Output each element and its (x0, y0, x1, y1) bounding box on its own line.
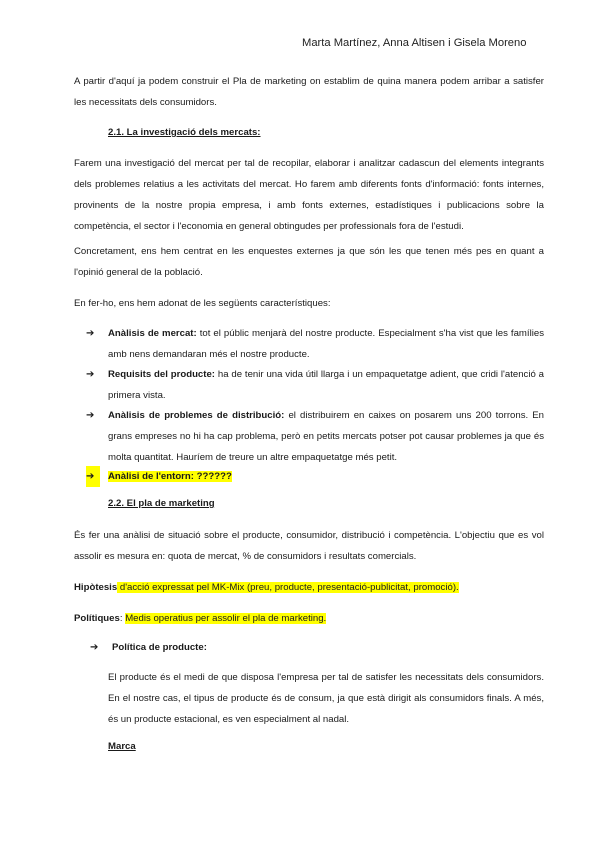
survey-paragraph: Concretament, ens hem centrat en les enquestes externes ja que són les que tenen més pes en quant a l'opinió general de la població. (74, 246, 544, 278)
arrow-right-icon: ➔ (86, 466, 100, 487)
bullet-market-analysis (86, 323, 544, 365)
arrow-right-icon: ➔ (86, 328, 95, 339)
policies-line (74, 608, 544, 629)
bullet-distribution-problems (86, 405, 544, 468)
bullet-product-policy (90, 637, 548, 658)
bullet-text: ?????? (193, 471, 232, 482)
hypothesis-label: Hipòtesis (74, 582, 118, 593)
section-heading-marketing-plan: 2.2. El pla de marketing (108, 498, 215, 509)
bullet-label: Política de producte: (112, 642, 207, 653)
brand-heading: Marca (108, 741, 136, 752)
bullet-text: ha de tenir una vida útil llarga i un empaquetatge adient, que cridi l'atenció a primera vista. (108, 369, 544, 401)
bullet-product-requirements (86, 364, 544, 406)
policies-label: Polítiques (74, 613, 120, 624)
bullet-environment-analysis (86, 466, 544, 487)
policies-text: Medis operatius per assolir el pla de marketing. (125, 613, 327, 624)
bullet-label: Anàlisis de mercat: (108, 328, 197, 339)
bullet-label: Requisits del producte: (108, 369, 215, 380)
marketing-plan-paragraph: És fer una anàlisi de situació sobre el producte, consumidor, distribució i competència. L'objectiu que es vol assolir es mesura en: quota de mercat, % de consumidors i resultats comercials. (74, 530, 544, 562)
bullet-text: tot el públic menjarà del nostre producte. Especialment s'ha vist que les famílies amb nens demandaran més el nostre producte. (108, 328, 544, 360)
arrow-right-icon: ➔ (86, 410, 95, 421)
page-header-authors: Marta Martínez, Anna Altisen i Gisela Moreno (302, 37, 527, 49)
intro-paragraph: A partir d'aquí ja podem construir el Pla de marketing on establim de quina manera podem arribar a satisfer les necessitats dels consumidors. (74, 76, 544, 108)
market-research-paragraph: Farem una investigació del mercat per tal de recopilar, elaborar i analitzar cadascun del elements integrants dels problemes relatius a les activitats del mercat. Ho farem amb diferents fonts d'informació: fonts internes, provinents de la nostre propia empresa, i amb fonts externes, estadístiques i publicacions sobre la competència, el sector i l'economia en general obtingudes per professionals fora de l'estudi. (74, 158, 544, 232)
hypothesis-text: d'acció expressat pel MK-Mix (preu, producte, presentació-publicitat, promoció). (117, 582, 459, 593)
bullet-label: Anàlisis de problemes de distribució: (108, 410, 285, 421)
hypothesis-line (74, 577, 544, 598)
policies-separator: : (119, 613, 126, 624)
bullet-label: Anàlisi de l'entorn: (108, 471, 194, 482)
arrow-right-icon: ➔ (86, 369, 95, 380)
characteristics-intro: En fer-ho, ens hem adonat de les següents característiques: (74, 298, 331, 309)
bullet-text: el distribuirem en caixes on posarem uns 200 torrons. En grans empreses no hi ha cap problema, però en petits mercats potser pot causar problemes ja que és molta quantitat. Hauríem de treure un altre empaquetatge més petit. (108, 410, 545, 463)
arrow-right-icon: ➔ (90, 642, 99, 653)
section-heading-market-research: 2.1. La investigació dels mercats: (108, 127, 261, 138)
product-policy-paragraph: El producte és el medi de que disposa l'empresa per tal de satisfer les necessitats dels consumidors. En el nostre cas, el tipus de producte és de consum, ja que està dirigit als consumidors finals. A més, és un producte estacional, es ven especialment al nadal. (108, 672, 544, 725)
